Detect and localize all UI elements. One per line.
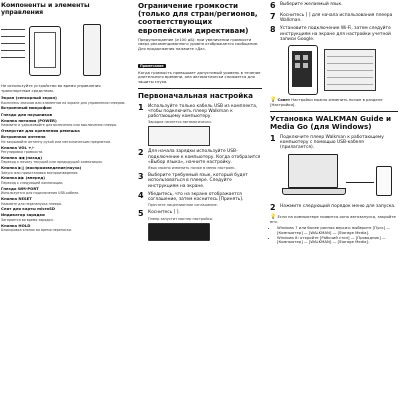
player-icon — [376, 166, 392, 196]
step-item — [138, 104, 262, 147]
usb-cable-icon — [346, 182, 374, 183]
step-subtext: Язык можно изменить позже в меню настроек. — [148, 166, 236, 170]
step-item — [270, 2, 398, 10]
step-item — [270, 135, 398, 202]
component-desc: Коснитесь значков или элементов на экране для управления плеером. — [1, 100, 126, 105]
component-name: Гнездо WM-PORT — [1, 185, 39, 191]
component-name: Встроенный микрофон — [1, 105, 52, 111]
volume-intro: Предупреждение (≥100 дБ): при увеличении громкости сверх рекомендованного уровня отображается сообщение. Для продолжения нажмите «Да». — [138, 36, 259, 51]
step-number: 5 — [138, 209, 144, 219]
step-number: 1 — [138, 102, 144, 112]
components-list — [1, 96, 130, 232]
screen-illustration — [148, 223, 210, 241]
step-subtext: Плеер запустит мастер настройки. — [148, 216, 214, 221]
section-title-volume: Ограничение громкости (только для стран/регионов, соответствующих европейским директивам) — [138, 1, 258, 35]
component-desc: Блокировка кнопок во время переноски. — [1, 228, 73, 233]
component-desc: Регулировка громкости. — [1, 150, 44, 155]
divider — [138, 88, 262, 89]
step-text: Коснитесь [ ]. — [148, 210, 180, 216]
component-item — [1, 146, 130, 155]
step-text: Нажмите следующий порядок меню для запуска. — [280, 204, 396, 210]
component-item — [1, 224, 130, 233]
step-text: Подключите плеер Walkman к работающему компьютеру с помощью USB-кабеля (прилагается). — [280, 134, 384, 151]
step-text: Коснитесь [ ] для начала использования плеера Walkman. — [280, 13, 393, 24]
component-desc: Запуск или приостановка воспроизведения. — [1, 170, 79, 175]
step-text-wrap — [148, 192, 262, 208]
step-text-wrap — [148, 173, 262, 189]
component-desc: Загорается во время зарядки. — [1, 218, 54, 223]
component-item — [1, 213, 130, 222]
step-text-wrap — [280, 204, 396, 212]
component-desc: Нажмите для перезапуска плеера. — [1, 201, 63, 206]
step-number: 4 — [138, 190, 144, 200]
tip-icon: 💡 — [270, 97, 277, 104]
component-item — [1, 135, 130, 144]
component-item — [1, 197, 130, 206]
column-volume-setup — [136, 0, 264, 400]
step-text: Установите подключение Wi-Fi, затем следуйте инструкциям на экране для настройки учетной записи Google. — [280, 26, 391, 42]
divider — [270, 111, 398, 112]
phone-settings-illustration — [288, 45, 378, 95]
component-item — [1, 207, 130, 212]
step-subtext: Зарядка начнется автоматически. — [148, 120, 212, 125]
step-text: Выберите желаемый язык. — [280, 2, 343, 7]
component-desc: Не закрывайте антенну рукой или металлическим предметом. — [1, 139, 112, 144]
tip-text: Настройки можно изменить позже в разделе [Настройки]. — [270, 97, 383, 107]
step-number: 2 — [270, 203, 276, 213]
step-item — [138, 210, 262, 240]
step-number: 8 — [270, 25, 276, 35]
install-tip-text: Если на компьютере появится окно автозапуска, закройте его. — [270, 214, 396, 224]
step-item — [270, 204, 398, 212]
install-bullets — [270, 226, 398, 244]
component-name: Кнопка RESET — [1, 196, 32, 201]
component-name: Кнопка VOL +/- — [1, 144, 35, 150]
component-item — [1, 166, 130, 175]
setup-steps — [138, 104, 262, 241]
step-item — [270, 26, 398, 42]
warning-text: Не используйте устройство во время управления транспортным средством. — [1, 83, 101, 93]
step-text: Используйте только кабель USB из комплекта, чтобы подключить плеер Walkman к работающему компьютеру. — [148, 103, 258, 119]
step-text-wrap — [148, 149, 262, 170]
component-item — [1, 156, 130, 165]
step-text-wrap — [280, 2, 343, 10]
component-desc: Переход к началу текущей или предыдущей композиции. — [1, 160, 103, 165]
step-text-wrap — [148, 104, 262, 147]
step-item — [138, 149, 262, 170]
laptop-icon — [288, 154, 338, 188]
step-text-wrap — [280, 26, 398, 42]
component-item — [1, 119, 130, 128]
section-title-setup: Первоначальная настройка — [138, 91, 253, 101]
column-components — [0, 0, 133, 400]
component-name: Слот для карты microSD — [1, 206, 55, 212]
component-name: Кнопка ▶|| (воспроизведение/пауза) — [1, 165, 82, 171]
step-item — [138, 192, 262, 208]
device-diagram — [1, 18, 130, 82]
note-text: Когда громкость превышает допустимый уровень в течение длительного времени, она автоматически снижается для защиты слуха. — [138, 69, 261, 84]
step-text-wrap — [280, 13, 398, 23]
component-name: Кнопка HOLD — [1, 222, 31, 228]
settings-screen-illustration — [324, 49, 376, 91]
component-item — [1, 187, 130, 196]
device-front-illustration — [29, 26, 61, 76]
step-item — [270, 13, 398, 23]
component-name: Кнопка питания (POWER) — [1, 117, 57, 123]
section-title-install: Установка WALKMAN Guide и Media Go (для Windows) — [270, 114, 392, 132]
component-name: Отверстие для крепления ремешка — [1, 128, 80, 134]
component-name: Кнопка ▶▶ (вперед) — [1, 175, 46, 181]
step-text-wrap — [280, 135, 398, 202]
note-badge: Примечание — [140, 63, 164, 68]
component-desc: Используется для подключения USB-кабеля. — [1, 191, 80, 196]
component-item — [1, 106, 130, 111]
step-number: 3 — [138, 172, 144, 182]
component-item — [1, 113, 130, 118]
step-number: 2 — [138, 148, 144, 158]
step-text: Выберите требуемый язык, который будет использоваться в плеере. Следуйте инструкциям на экране. — [148, 173, 248, 189]
device-side-illustration — [83, 24, 101, 76]
column-install — [268, 0, 400, 400]
install-steps — [270, 135, 398, 213]
pc-connection-illustration — [280, 152, 398, 198]
setup-steps-cont — [270, 2, 398, 42]
tip-icon: 💡 — [270, 214, 277, 221]
component-desc: Переход к следующей композиции. — [1, 181, 64, 186]
component-item — [1, 176, 130, 185]
component-desc: Нажмите и удерживайте для включения или выключения плеера. — [1, 123, 118, 128]
bullet-item: • Windows 8: откройте [Рабочий стол] — [Проводник] — [Компьютер] — [WALKMAN] — [Storage Media]. — [277, 236, 398, 245]
step-text-wrap — [148, 210, 213, 240]
device-callouts — [1, 24, 25, 59]
component-item — [1, 96, 130, 105]
step-subtext: Прочтите лицензионное соглашение. — [148, 203, 218, 208]
step-number: 7 — [270, 12, 276, 21]
tip-label: Совет — [277, 97, 291, 103]
step-text: Для начала зарядки используйте USB-подключение к компьютеру. Когда отобразится «Выбор языка», начните настройку. — [148, 149, 261, 165]
component-name: Гнездо для наушников — [1, 111, 52, 117]
component-name: Индикатор зарядки — [1, 212, 45, 218]
player-illustration — [288, 45, 318, 95]
step-item — [138, 173, 262, 189]
component-name: Встроенная антенна — [1, 134, 46, 140]
component-name: Экран (сенсорный экран) — [1, 95, 57, 101]
component-item — [1, 129, 130, 134]
install-tip — [270, 215, 398, 224]
step-number: 6 — [270, 1, 276, 10]
section-title-components: Компоненты и элементы управления — [1, 2, 90, 16]
screen-illustration — [148, 126, 210, 146]
bullet-item: • Windows 7 или более ранняя версия: выберите [Пуск] — [Компьютер] — [WALKMAN] — [Storage Media]. — [277, 226, 398, 235]
component-name: Кнопка ◀◀ (назад) — [1, 154, 43, 160]
step-number: 1 — [270, 133, 276, 143]
step-text: Убедитесь, что на экране отображается соглашение, затем коснитесь [Принять]. — [148, 191, 244, 203]
